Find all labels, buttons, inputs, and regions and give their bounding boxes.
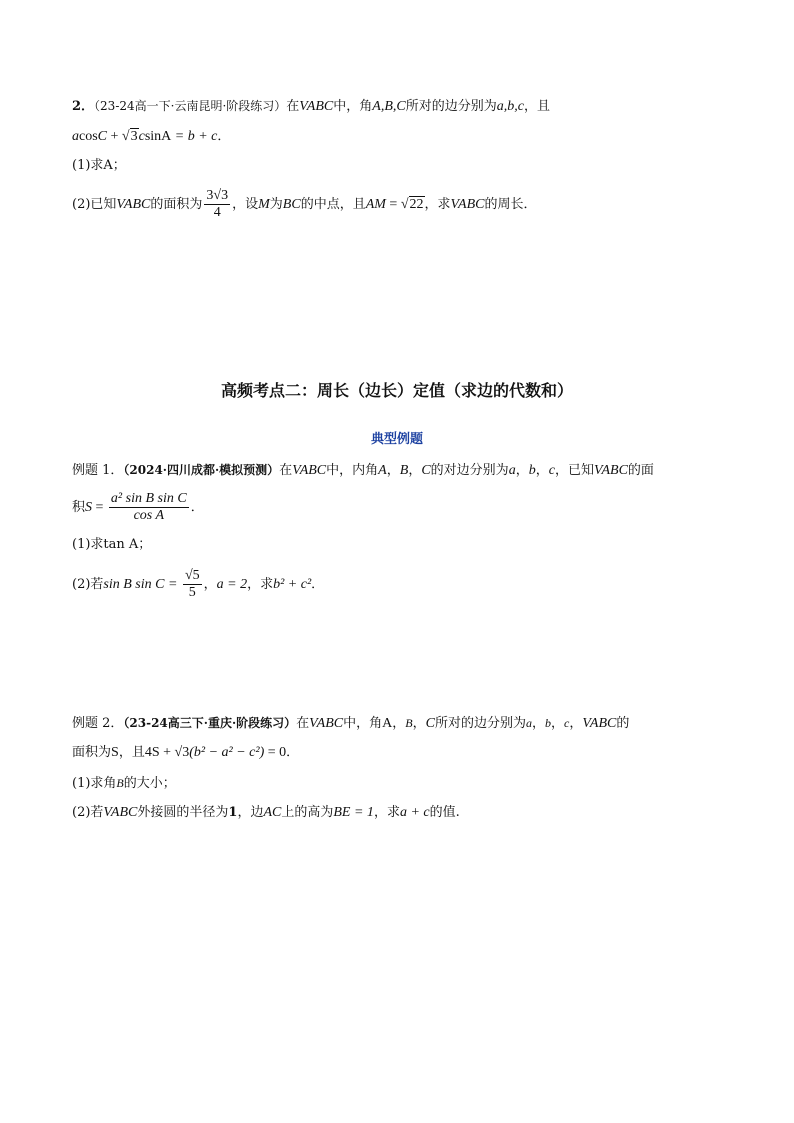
text: 中，角 — [333, 99, 373, 114]
angles-var: A,B,C — [372, 99, 406, 114]
text: (2)若 — [72, 805, 104, 820]
math: S — [85, 500, 93, 515]
text: 积 — [72, 500, 86, 515]
example-1-area-formula — [72, 491, 204, 524]
text: 所对的边分别为 — [405, 99, 497, 114]
text: ， — [203, 577, 217, 592]
text: 在 — [296, 716, 310, 731]
text: ，求 — [247, 577, 274, 592]
math: a — [526, 716, 533, 730]
text: ， — [515, 463, 529, 478]
text: ，求 — [424, 197, 451, 212]
triangle-symbol: VABC — [450, 197, 485, 212]
text: 中，内角 — [326, 463, 379, 478]
text: 在 — [286, 99, 300, 114]
math: C — [425, 716, 435, 731]
triangle-symbol: VABC — [103, 805, 138, 820]
math: BE = 1 — [333, 805, 374, 820]
triangle-symbol: VABC — [292, 463, 327, 478]
text: ， — [569, 716, 583, 731]
text: 的面 — [627, 463, 654, 478]
fraction-numerator: a² sin B sin C — [110, 491, 187, 506]
math: B — [405, 716, 413, 730]
text: ， — [386, 463, 400, 478]
example-1-part-2 — [72, 568, 324, 601]
math: B — [399, 463, 409, 478]
math: AM — [365, 197, 386, 212]
math: C — [97, 129, 108, 144]
text: ， — [408, 463, 422, 478]
math: a — [72, 129, 79, 144]
math: c — [564, 716, 570, 730]
math: 22 — [409, 197, 424, 212]
text: 为 — [269, 197, 283, 212]
text: 面积为 — [72, 745, 112, 760]
fraction-denominator: 4 — [213, 205, 221, 220]
text: (2)若 — [72, 577, 104, 592]
fraction-numerator: √5 — [184, 568, 200, 583]
math: c — [548, 463, 555, 478]
area-fraction — [109, 491, 189, 524]
example-source: （2024·四川成都·模拟预测） — [123, 463, 280, 477]
math: a = 2 — [216, 577, 248, 592]
triangle-symbol: VABC — [309, 716, 344, 731]
math: = — [92, 500, 107, 515]
sides-var: a,b,c — [496, 99, 524, 114]
math: b² + c² — [273, 577, 312, 592]
problem-2-part-1: (1)求A； — [72, 158, 126, 173]
math: √3 — [174, 745, 190, 760]
text: 中，角 — [343, 716, 383, 731]
text: 的大小； — [123, 776, 176, 791]
example-2-part-1 — [72, 773, 176, 794]
math: M — [258, 197, 270, 212]
math: b — [528, 463, 536, 478]
text: ． — [217, 129, 231, 144]
fraction-numerator: 3√3 — [206, 188, 229, 203]
text: 的中点，且 — [300, 197, 366, 212]
text: ，求 — [373, 805, 400, 820]
problem-2-line-1 — [72, 96, 550, 117]
math: C — [421, 463, 431, 478]
math: 3 — [130, 129, 138, 144]
text: 外接圆的半径为 — [137, 805, 229, 820]
text: ，边 — [237, 805, 264, 820]
math: cos — [79, 129, 98, 144]
text: ，已知 — [554, 463, 594, 478]
triangle-symbol: VABC — [582, 716, 617, 731]
problem-source: （23-24高一下·云南昆明·阶段练习） — [94, 99, 287, 113]
math: sinA — [144, 129, 172, 144]
math: BC — [282, 197, 301, 212]
text: ， — [532, 716, 546, 731]
problem-2-equation — [72, 127, 230, 147]
math: sin B sin C = — [103, 577, 181, 592]
fraction-denominator: 5 — [188, 585, 196, 600]
math: B — [116, 776, 124, 790]
text: ． — [311, 577, 325, 592]
sqrt-sign: √ — [121, 129, 130, 144]
math: = b + c — [171, 129, 218, 144]
math: = — [385, 197, 401, 212]
math: 4S + — [144, 745, 175, 760]
math: S — [111, 745, 119, 760]
math: a — [508, 463, 516, 478]
example-label: 例题 2． — [72, 716, 124, 731]
text: ， — [551, 716, 565, 731]
text: ，且 — [523, 99, 550, 114]
math: c — [138, 129, 145, 144]
section-title: 高频考点二：周长（边长）定值（求边的代数和） — [220, 381, 573, 400]
example-2-line-2 — [72, 743, 299, 763]
math: AC — [263, 805, 282, 820]
condition-fraction — [183, 568, 202, 601]
area-fraction — [204, 188, 230, 221]
math: b — [545, 716, 552, 730]
math: (b² − a² − c²) — [189, 745, 265, 760]
text: ， — [412, 716, 426, 731]
text: ． — [190, 500, 204, 515]
text: ， — [392, 716, 406, 731]
triangle-symbol: VABC — [116, 197, 151, 212]
problem-number: 2． — [72, 99, 95, 114]
math: 1 — [228, 805, 238, 820]
text: 的对边分别为 — [430, 463, 509, 478]
example-1-line-1 — [72, 460, 654, 481]
text: ，设 — [232, 197, 259, 212]
triangle-symbol: VABC — [299, 99, 334, 114]
math: = 0 — [264, 745, 287, 760]
math: + — [107, 129, 122, 144]
text: 所对的边分别为 — [435, 716, 527, 731]
math: A — [378, 463, 387, 478]
text: 在 — [279, 463, 293, 478]
text: ． — [286, 745, 300, 760]
text: 上的高为 — [281, 805, 334, 820]
text: 的面积为 — [150, 197, 203, 212]
problem-2-part-2 — [72, 188, 537, 221]
sqrt-sign: √ — [400, 197, 409, 212]
triangle-symbol: VABC — [593, 463, 628, 478]
fraction-denominator: cos A — [133, 508, 165, 523]
text: (2)已知 — [72, 197, 117, 212]
example-2-line-1 — [72, 713, 629, 734]
text: ， — [535, 463, 549, 478]
example-label: 例题 1． — [72, 463, 124, 478]
example-2-part-2 — [72, 803, 460, 823]
text: ，且 — [118, 745, 145, 760]
example-1-part-1: (1)求tan A； — [72, 537, 152, 552]
text: 的周长． — [484, 197, 537, 212]
text: 的值. — [429, 805, 460, 820]
text: (1)求角 — [72, 776, 117, 791]
math: a + c — [399, 805, 430, 820]
text: 的 — [616, 716, 630, 731]
section-subtitle: 典型例题 — [370, 432, 423, 447]
example-source: （23-24高三下·重庆·阶段练习） — [123, 716, 297, 730]
math: A — [382, 716, 393, 731]
